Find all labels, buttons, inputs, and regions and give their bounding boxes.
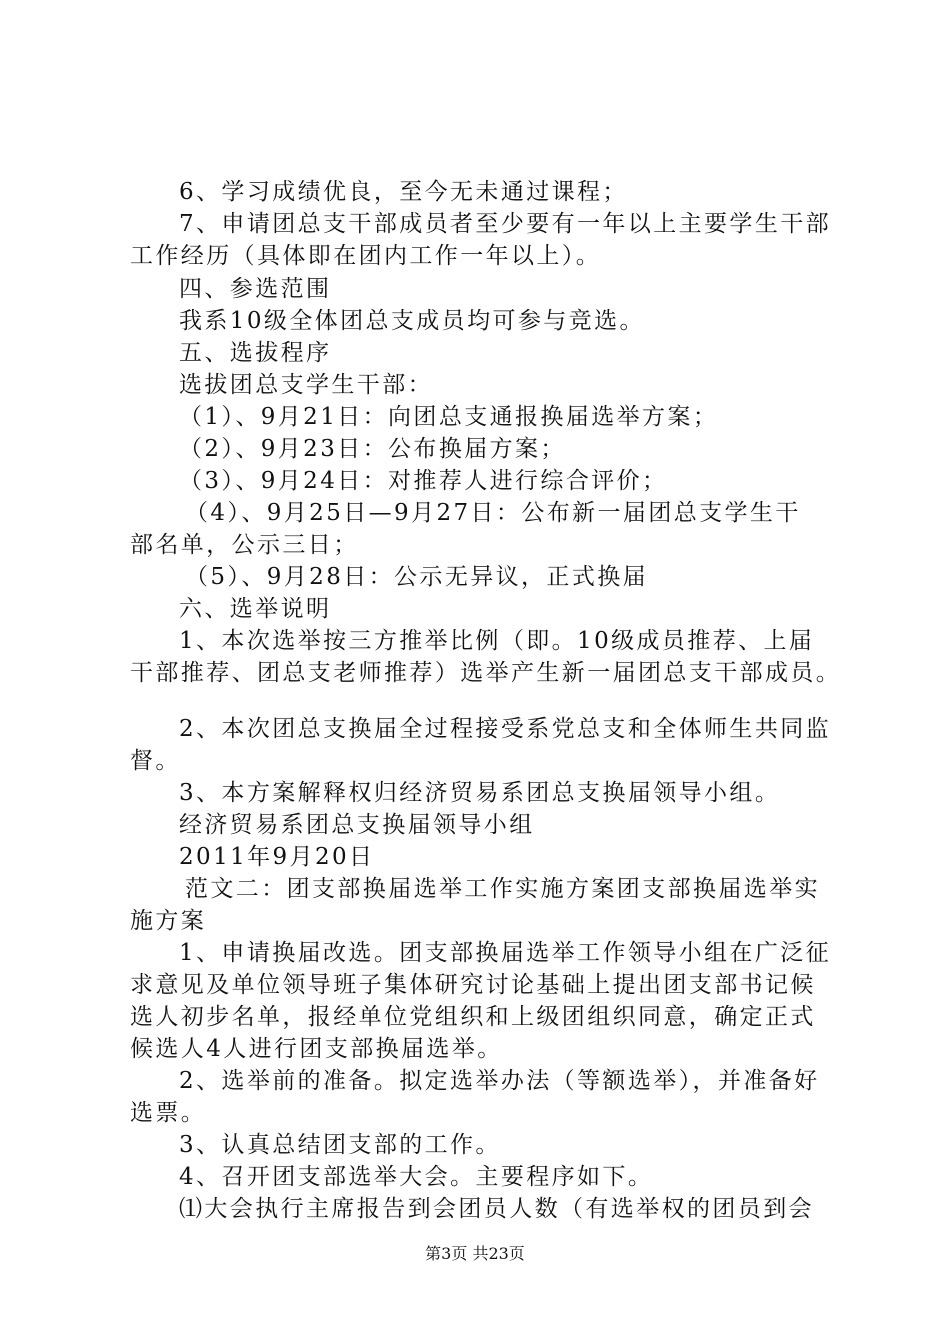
- text-line: 6、学习成绩优良，至今无未通过课程；: [179, 179, 628, 205]
- section-heading: 六、选举说明: [179, 596, 332, 622]
- text-line: 1、申请换届改选。团支部换届选举工作领导小组在广泛征: [179, 940, 832, 966]
- signature-date: 2011年9月20日: [179, 844, 375, 870]
- text-line: 2、选举前的准备。拟定选举办法（等额选举），并准备好: [179, 1068, 820, 1094]
- text-line: 2、本次团总支换届全过程接受系党总支和全体师生共同监: [179, 716, 832, 742]
- list-item: （5）、9月28日：公示无异议，正式换届: [185, 564, 649, 590]
- text-line: 选票。: [130, 1100, 207, 1126]
- text-line: 候选人4人进行团支部换届选举。: [130, 1036, 503, 1062]
- text-line: ⑴大会执行主席报告到会团员人数（有选举权的团员到会: [179, 1196, 814, 1222]
- text-line: 1、本次选举按三方推举比例（即。10级成员推荐、上届: [179, 628, 815, 654]
- text-line: 干部推荐、团总支老师推荐）选举产生新一届团总支干部成员。: [130, 660, 842, 686]
- text-line: 工作经历（具体即在团内工作一年以上）。: [130, 243, 602, 269]
- page-number-footer: 第3页 共23页: [425, 1244, 525, 1263]
- text-line: 3、认真总结团支部的工作。: [179, 1132, 501, 1158]
- text-line: 部名单，公示三日；: [130, 532, 359, 558]
- text-line: 我系10级全体团总支成员均可参与竞选。: [179, 308, 645, 334]
- section-heading: 范文二：团支部换届选举工作实施方案团支部换届选举实: [185, 876, 820, 902]
- text-line: 7、申请团总支干部成员者至少要有一年以上主要学生干部: [179, 211, 832, 237]
- list-item: （4）、9月25日—9月27日：公布新一届团总支学生干: [185, 500, 801, 526]
- text-line: 选拔团总支学生干部：: [179, 372, 433, 398]
- text-line: 3、本方案解释权归经济贸易系团总支换届领导小组。: [179, 780, 781, 806]
- signature-org: 经济贸易系团总支换届领导小组: [179, 812, 535, 838]
- text-line: 施方案: [130, 908, 207, 934]
- section-heading: 五、选拔程序: [179, 340, 332, 366]
- section-heading: 四、参选范围: [179, 276, 332, 302]
- text-line: 督。: [130, 748, 181, 774]
- text-line: 求意见及单位领导班子集体研究讨论基础上提出团支部书记候: [130, 972, 816, 998]
- list-item: （2）、9月23日：公布换届方案；: [179, 436, 566, 462]
- text-line: 选人初步名单，报经单位党组织和上级团组织同意，确定正式: [130, 1004, 816, 1030]
- text-line: 4、召开团支部选举大会。主要程序如下。: [179, 1164, 654, 1190]
- list-item: （1）、9月21日：向团总支通报换届选举方案；: [179, 404, 719, 430]
- list-item: （3）、9月24日：对推荐人进行综合评价；: [179, 468, 668, 494]
